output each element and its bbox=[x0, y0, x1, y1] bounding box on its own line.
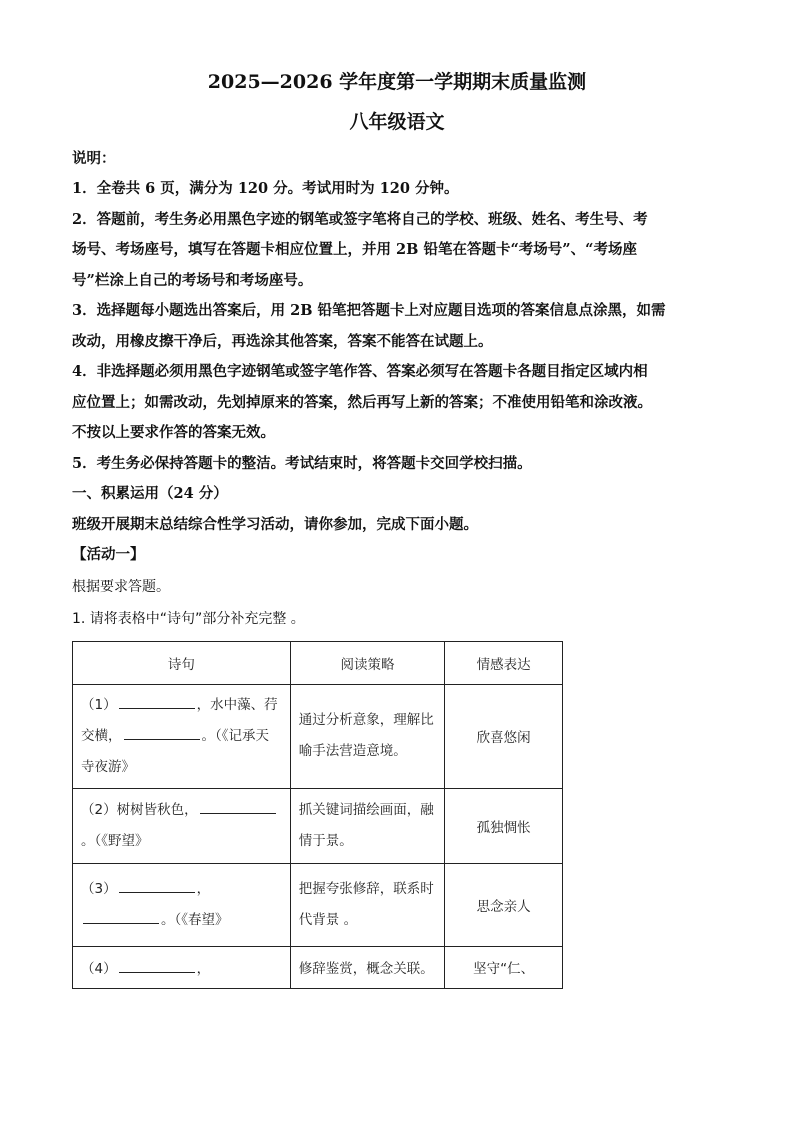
instruction-line: 1．全卷共 6 页，满分为 120 分。考试用时为 120 分钟。 bbox=[72, 180, 459, 197]
answer-blank[interactable] bbox=[119, 694, 195, 709]
emotion-cell: 坚守“仁、 bbox=[445, 946, 563, 988]
verse-prefix: （4） bbox=[81, 961, 117, 977]
exam-title: 2025—2026 学年度第一学期期末质量监测 bbox=[207, 71, 587, 93]
verse-middle: ， bbox=[196, 880, 211, 897]
verse-cell bbox=[73, 684, 291, 788]
column-header-emotion: 情感表达 bbox=[445, 641, 563, 684]
strategy-cell: 修辞鉴赏，概念关联。 bbox=[290, 946, 444, 988]
verse-cell bbox=[73, 946, 291, 988]
instruction-line: 应位置上；如需改动，先划掉原来的答案，然后再写上新的答案；不准使用铅笔和涂改液。 bbox=[72, 393, 652, 411]
instructions-label: 说明： bbox=[72, 150, 116, 167]
emotion-cell: 欣喜悠闲 bbox=[445, 684, 563, 788]
instruction-line: 4．非选择题必须用黑色字迹钢笔或签字笔作答、答案必须写在答题卡各题目指定区域内相 bbox=[72, 363, 648, 380]
verse-prefix: （2）树树皆秋色， bbox=[81, 801, 198, 818]
exam-subtitle: 八年级语文 bbox=[349, 111, 445, 133]
instruction-line: 3．选择题每小题选出答案后，用 2B 铅笔把答题卡上对应题目选项的答案信息点涂黑，如需 bbox=[72, 302, 666, 319]
column-header-verse: 诗句 bbox=[73, 641, 291, 684]
section-intro: 班级开展期末总结综合性学习活动，请你参加，完成下面小题。 bbox=[72, 515, 478, 533]
instruction-line: 号”栏涂上自己的考场号和考场座号。 bbox=[72, 271, 313, 289]
instruction-line: 改动，用橡皮擦干净后，再选涂其他答案，答案不能答在试题上。 bbox=[72, 332, 493, 350]
strategy-cell: 通过分析意象，理解比喻手法营造意境。 bbox=[290, 684, 444, 788]
verse-cell bbox=[73, 863, 291, 946]
verse-suffix: 。（《春望》 bbox=[161, 911, 229, 928]
answer-blank[interactable] bbox=[200, 799, 276, 814]
table-row bbox=[73, 788, 563, 863]
activity-label: 【活动一】 bbox=[72, 546, 145, 563]
answer-blank[interactable] bbox=[119, 958, 195, 973]
answer-blank[interactable] bbox=[83, 909, 159, 924]
verse-prefix: （1） bbox=[81, 696, 117, 713]
verse-middle: ，水中藻、荇交横， bbox=[81, 696, 278, 744]
instruction-line: 场号、考场座号，填写在答题卡相应位置上，并用 2B 铅笔在答题卡“考场号”、“考场座 bbox=[72, 241, 637, 258]
direction-text: 根据要求答题。 bbox=[72, 578, 170, 595]
section-heading: 一、积累运用（24 分） bbox=[72, 485, 228, 502]
strategy-cell: 抓关键词描绘画面，融情于景。 bbox=[290, 788, 444, 863]
table-header-row bbox=[73, 641, 563, 684]
table-row bbox=[73, 684, 563, 788]
verse-suffix: 。（《野望》 bbox=[81, 832, 149, 849]
instruction-line: 2．答题前，考生务必用黑色字迹的钢笔或签字笔将自己的学校、班级、姓名、考生号、考 bbox=[72, 210, 648, 228]
verse-suffix: 。（《记承天寺夜游》 bbox=[81, 727, 269, 775]
answer-blank[interactable] bbox=[119, 878, 195, 893]
column-header-strategy: 阅读策略 bbox=[290, 641, 444, 684]
instruction-line: 不按以上要求作答的答案无效。 bbox=[72, 424, 275, 441]
strategy-cell: 把握夸张修辞，联系时代背景 。 bbox=[290, 863, 444, 946]
answer-blank[interactable] bbox=[124, 725, 200, 740]
poem-table bbox=[72, 641, 563, 989]
table-row bbox=[73, 946, 563, 988]
question-1: 1. 请将表格中“诗句”部分补充完整 。 bbox=[72, 610, 305, 627]
verse-cell bbox=[73, 788, 291, 863]
verse-prefix: （3） bbox=[81, 880, 117, 897]
verse-middle: ， bbox=[196, 961, 211, 977]
exam-page bbox=[72, 62, 722, 989]
emotion-cell: 思念亲人 bbox=[445, 863, 563, 946]
instruction-line: 5．考生务必保持答题卡的整洁。考试结束时，将答题卡交回学校扫描。 bbox=[72, 454, 532, 472]
instructions-list bbox=[72, 174, 722, 479]
emotion-cell: 孤独惆怅 bbox=[445, 788, 563, 863]
table-row bbox=[73, 863, 563, 946]
